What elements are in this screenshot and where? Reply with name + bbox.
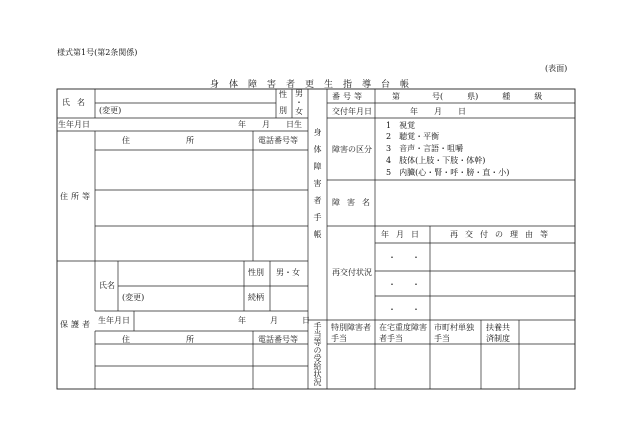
sex-label-1: 性 — [279, 90, 287, 99]
guardian-sex-label: 性別 — [248, 268, 264, 277]
issue-date-label: 交付年月日 — [332, 107, 372, 116]
reissue-date-placeholder: ・ ・ — [388, 305, 420, 314]
issue-date-format: 年 月 日 — [410, 107, 466, 116]
sex-separator: ・ — [295, 98, 303, 107]
guardian-residence-header: 住 所 — [122, 335, 194, 344]
guardian-birth-format: 年 月 日 — [238, 316, 310, 325]
benefit-municipal: 市町村単独手当 — [434, 323, 474, 343]
guardian-phone-header: 電話番号等 — [258, 335, 298, 344]
birth-label: 生年月日 — [58, 120, 90, 129]
page-title: 身体障害者更生指導台帳 — [210, 80, 420, 90]
birth-date-format: 年 月 日生 — [238, 120, 302, 129]
page-side: (表面) — [545, 64, 568, 73]
reissue-date-header: 年月日 — [381, 230, 426, 239]
form-number: 様式第1号(第2条関係) — [57, 48, 138, 57]
disability-name-label: 障害名 — [332, 198, 377, 207]
reissue-label: 再交付状況 — [332, 268, 372, 277]
benefit-home-severe: 在宅重度障害者手当 — [379, 323, 427, 343]
guardian-birth-label: 生年月日 — [98, 316, 130, 325]
category-item: 3 音声・言語・咀嚼 — [386, 144, 464, 153]
name-change-label: (変更) — [99, 106, 122, 115]
benefit-special: 特別障害者手当 — [331, 323, 371, 343]
reissue-date-placeholder: ・ ・ — [388, 253, 420, 262]
guardian-label: 保護者 — [60, 320, 93, 329]
number-value: 第 号( 県) 種 級 — [392, 92, 543, 101]
guardian-change-label: (変更) — [122, 293, 145, 302]
name-label: 氏名 — [62, 98, 92, 107]
guardian-sex-value: 男・女 — [276, 268, 300, 277]
guardian-relation-label: 続柄 — [248, 293, 264, 302]
reissue-date-placeholder: ・ ・ — [388, 280, 420, 289]
sex-male: 男 — [295, 89, 303, 98]
notebook-vertical-label: 身体障害者手帳 — [313, 128, 322, 247]
category-item: 1 視覚 — [386, 121, 416, 130]
reissue-reason-header: 再交付の理由等 — [450, 230, 555, 239]
guardian-name-label: 氏名 — [99, 281, 115, 290]
phone-header: 電話番号等 — [258, 136, 298, 145]
benefit-vertical-label: 手当等の受給状況 — [313, 322, 322, 386]
category-item: 4 肢体(上肢・下肢・体幹) — [386, 156, 486, 165]
benefit-mutual-aid: 扶養共済制度 — [486, 323, 510, 343]
category-label: 障害の区分 — [332, 145, 372, 154]
sex-female: 女 — [295, 107, 303, 116]
category-item: 2 聴覚・平衡 — [386, 132, 440, 141]
number-label: 番号等 — [332, 92, 365, 101]
residence-header: 住 所 — [122, 136, 194, 145]
category-item: 5 内臓(心・腎・呼・膀・直・小) — [386, 168, 510, 177]
sex-label-2: 別 — [279, 106, 287, 115]
address-label: 住所等 — [60, 192, 93, 201]
